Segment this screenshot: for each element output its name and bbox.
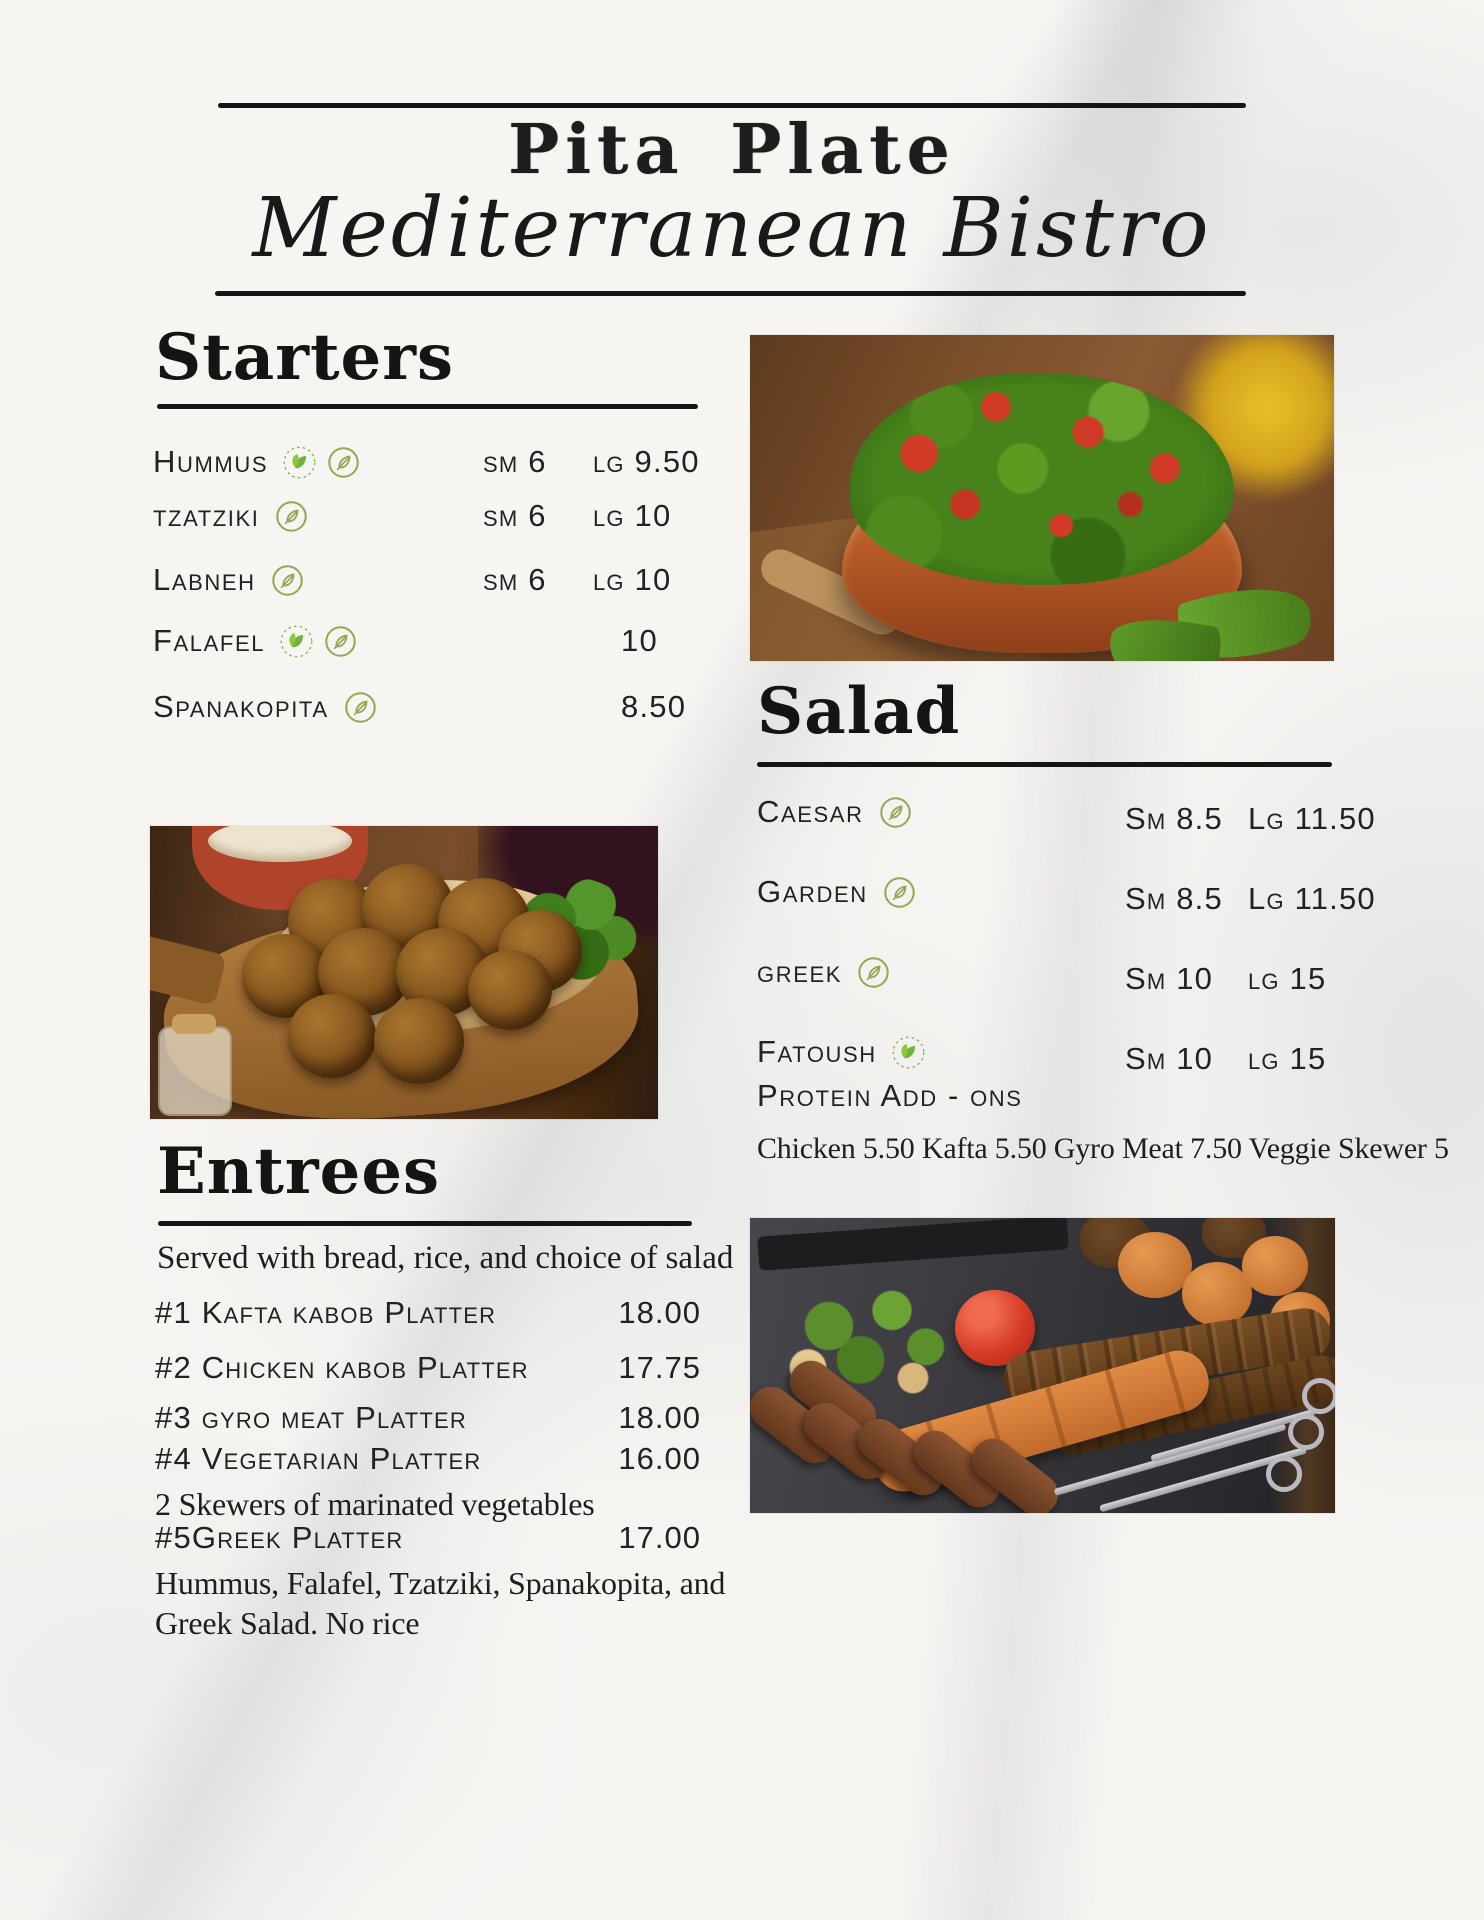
entree-price: 18.00 (618, 1295, 701, 1330)
diet-icons (857, 956, 890, 989)
entree-description: 2 Skewers of marinated vegetables (155, 1486, 595, 1522)
entree-price: 17.00 (618, 1520, 701, 1555)
menu-item-row (757, 1023, 1343, 1081)
restaurant-tagline: Mediterranean Bistro (252, 181, 1212, 276)
price-large: lg 15 (1248, 961, 1327, 996)
entrees-rule (158, 1221, 692, 1226)
starters-heading: Starters (155, 320, 454, 395)
price-large: lg 15 (1248, 1041, 1327, 1076)
salad-heading: Salad (757, 674, 961, 749)
vegetarian-leaf-icon (275, 500, 308, 533)
entree-line (155, 1400, 701, 1436)
entree-name: #1 Kafta kabob Platter (155, 1295, 497, 1330)
oil-jar-cork-shape (172, 1014, 216, 1034)
protein-addons-heading: Protein Add - ons (757, 1078, 1023, 1113)
skewer-ring-shape (1288, 1414, 1324, 1450)
entree-row (155, 1400, 701, 1436)
menu-item-row (757, 943, 1343, 1001)
diet-icons (280, 625, 357, 658)
entree-row (155, 1350, 701, 1386)
diet-icons (271, 564, 304, 597)
protein-addons-prices: Chicken 5.50 Kafta 5.50 Gyro Meat 7.50 Veggie Skewer 5 (757, 1132, 1449, 1165)
menu-item-row (153, 487, 739, 545)
menu-item-name: greek (757, 954, 843, 989)
entree-row (155, 1295, 701, 1331)
header-top-rule (218, 103, 1246, 108)
vegetarian-leaf-icon (271, 564, 304, 597)
menu-item-name: Spanakopita (153, 689, 329, 724)
skewer-ring-shape (1266, 1456, 1302, 1492)
entree-line (155, 1295, 701, 1331)
price-large: lg 10 (593, 562, 672, 597)
entree-name: #4 Vegetarian Platter (155, 1441, 482, 1476)
charcoal-strip-shape (757, 1218, 1069, 1271)
vegetarian-leaf-icon (324, 625, 357, 658)
entree-line (155, 1520, 701, 1556)
entrees-heading: Entrees (157, 1134, 441, 1209)
price-small: Sm 8.5 (1125, 881, 1223, 916)
price-large: 10 (621, 623, 658, 658)
vegetarian-leaf-icon (857, 956, 890, 989)
price-large: lg 9.50 (593, 444, 700, 479)
diet-icons (879, 796, 912, 829)
menu-item-row (757, 863, 1376, 921)
price-large: Lg 11.50 (1248, 881, 1376, 916)
restaurant-name: Pita Plate (508, 110, 956, 190)
kabob-skewers-photo (750, 1218, 1335, 1513)
menu-item-name: tzatziki (153, 498, 260, 533)
diet-icons (892, 1036, 925, 1069)
entree-line (155, 1350, 701, 1386)
entree-name: #2 Chicken kabob Platter (155, 1350, 529, 1385)
price-large: 8.50 (621, 689, 687, 724)
starters-rule (157, 404, 698, 409)
price-small: sm 6 (483, 562, 547, 597)
vegan-badge-icon (280, 625, 313, 658)
diet-icons (283, 446, 360, 479)
diet-icons (275, 500, 308, 533)
falafel-ball (288, 994, 376, 1078)
price-small: sm 6 (483, 444, 547, 479)
vegetarian-leaf-icon (883, 876, 916, 909)
chicken-chunk-shape (1118, 1232, 1192, 1298)
board-handle-shape (150, 934, 227, 1006)
menu-item-name: Hummus (153, 444, 269, 479)
entree-name: #5Greek Platter (155, 1520, 404, 1555)
diet-icons (344, 691, 377, 724)
menu-item-row (153, 612, 739, 670)
price-small: Sm 10 (1125, 1041, 1214, 1076)
menu-item-row (757, 783, 1376, 841)
entree-row (155, 1520, 726, 1643)
entree-price: 18.00 (618, 1400, 701, 1435)
menu-item-name: Caesar (757, 794, 864, 829)
price-large: lg 10 (593, 498, 672, 533)
header-bottom-rule (215, 291, 1246, 296)
entree-description: Hummus, Falafel, Tzatziki, Spanakopita, and Greek Salad. No rice (155, 1565, 726, 1641)
entree-name: #3 gyro meat Platter (155, 1400, 467, 1435)
vegetarian-leaf-icon (344, 691, 377, 724)
falafel-ball (374, 998, 464, 1084)
diet-icons (883, 876, 916, 909)
vegan-badge-icon (283, 446, 316, 479)
price-small: Sm 10 (1125, 961, 1214, 996)
falafel-ball (468, 950, 552, 1030)
vegan-badge-icon (892, 1036, 925, 1069)
price-small: sm 6 (483, 498, 547, 533)
entrees-note: Served with bread, rice, and choice of salad (157, 1240, 734, 1276)
price-small: Sm 8.5 (1125, 801, 1223, 836)
entree-price: 16.00 (618, 1441, 701, 1476)
vegetarian-leaf-icon (879, 796, 912, 829)
menu-item-row (153, 678, 739, 736)
skewer-ring-shape (1302, 1378, 1335, 1414)
price-large: Lg 11.50 (1248, 801, 1376, 836)
menu-item-name: Garden (757, 874, 868, 909)
menu-item-name: Falafel (153, 623, 266, 658)
vegetarian-leaf-icon (327, 446, 360, 479)
oil-jar-shape (158, 1026, 232, 1116)
salad-rule (757, 762, 1332, 767)
menu-item-name: Labneh (153, 562, 256, 597)
falafel-platter-photo (150, 826, 658, 1119)
entree-price: 17.75 (618, 1350, 701, 1385)
chicken-chunk-shape (1242, 1236, 1308, 1296)
tabbouleh-salad-photo (750, 335, 1334, 661)
menu-item-name: Fatoush (757, 1034, 877, 1069)
menu-item-row (153, 433, 739, 491)
chicken-chunk-shape (1182, 1262, 1252, 1326)
entree-row (155, 1441, 701, 1524)
entree-line (155, 1441, 701, 1477)
menu-item-row (153, 551, 739, 609)
